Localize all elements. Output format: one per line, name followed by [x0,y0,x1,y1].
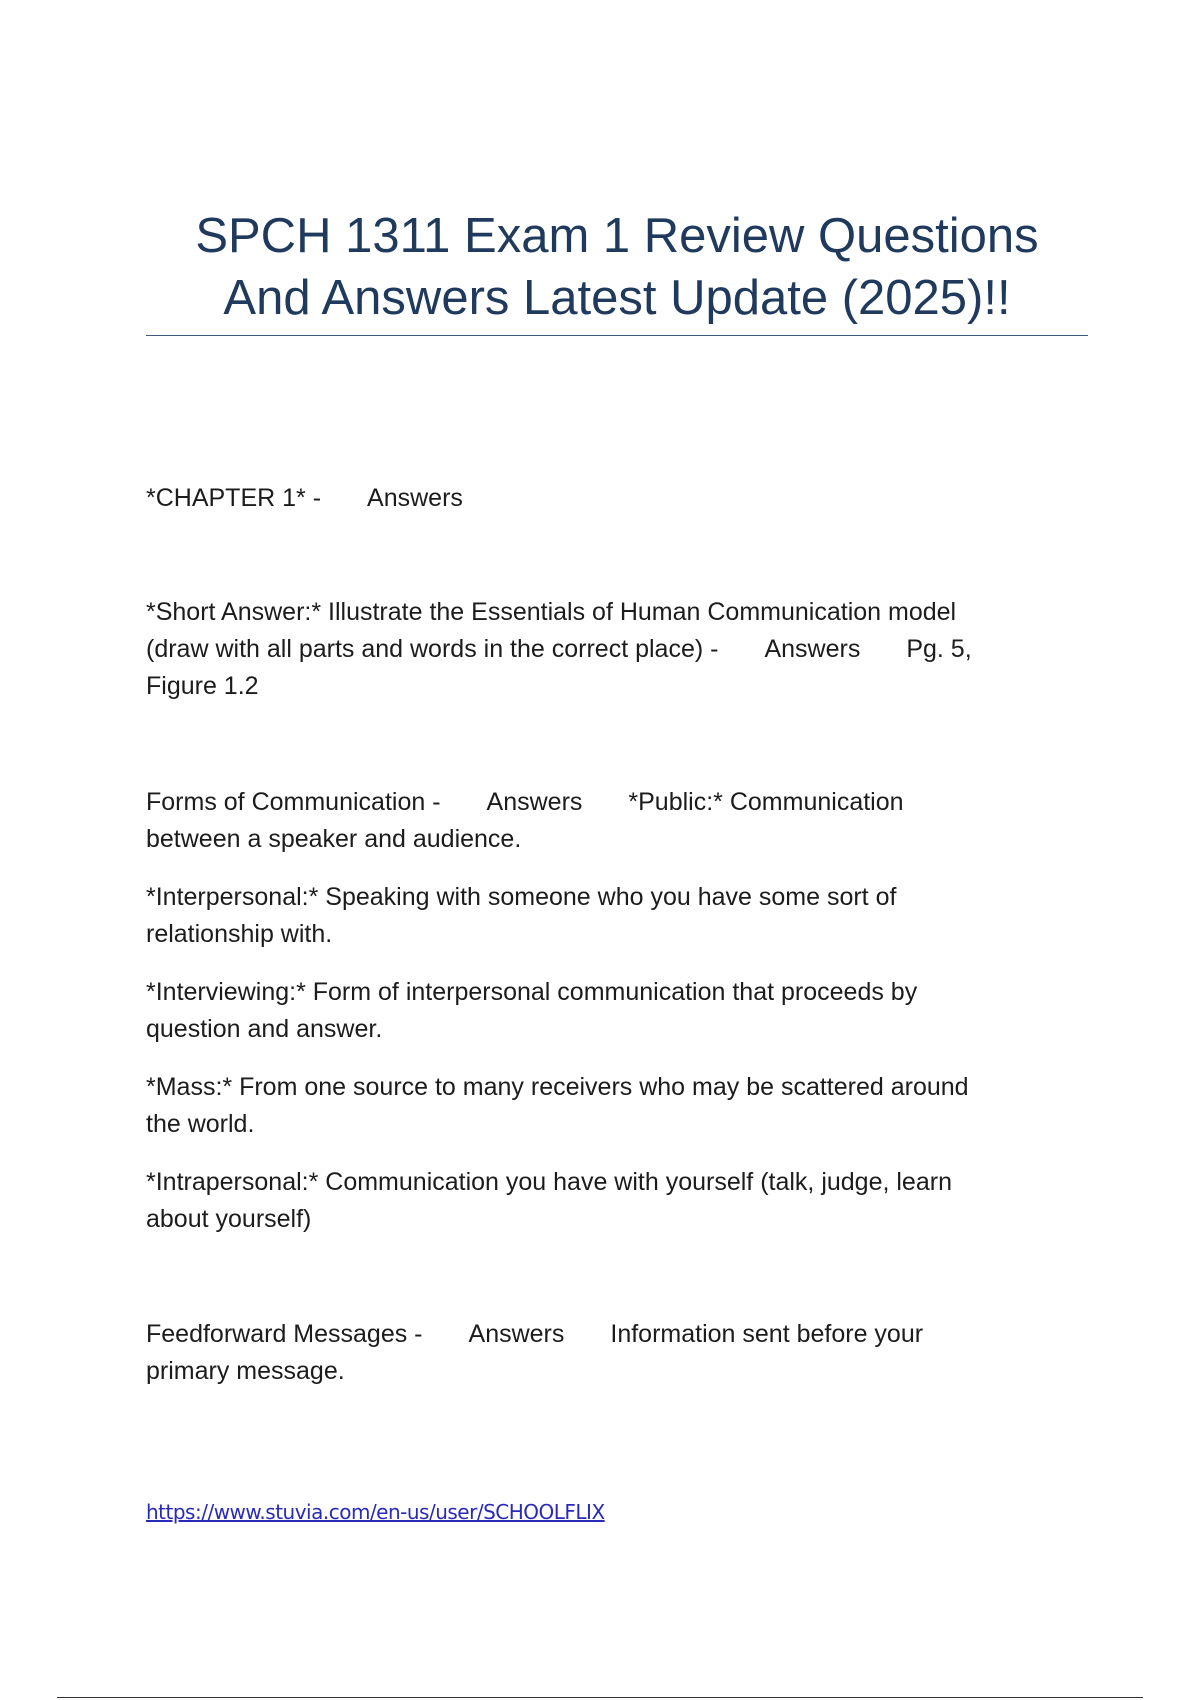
page-title [146,205,1088,329]
forms-public-definition: *Public:* Communication [628,788,904,816]
feedforward-messages [146,1316,1086,1390]
title-line-1: SPCH 1311 Exam 1 Review Questions [195,209,1039,263]
interpersonal-line-2: relationship with. [146,920,333,948]
short-answer-question-tail: (draw with all parts and words in the correct place) - [146,635,719,663]
chapter-label: *CHAPTER 1* - [146,484,322,512]
intrapersonal-line-2: about yourself) [146,1205,312,1233]
intrapersonal-line-1: *Intrapersonal:* Communication you have with yourself (talk, judge, learn [146,1168,952,1196]
forms-answers-label: Answers [486,788,583,816]
title-underline [146,335,1088,336]
chapter-heading [146,480,1086,517]
interviewing-definition [146,974,1086,1048]
interviewing-line-1: *Interviewing:* Form of interpersonal communication that proceeds by [146,978,918,1006]
interpersonal-definition [146,879,1086,953]
chapter-answers-label: Answers [367,484,463,512]
feedforward-label: Feedforward Messages - [146,1320,423,1348]
interpersonal-line-1: *Interpersonal:* Speaking with someone who you have some sort of [146,883,897,911]
footer-divider [57,1697,1143,1698]
intrapersonal-definition [146,1164,1086,1238]
short-answer-line-3: Figure 1.2 [146,672,259,700]
feedforward-answer: Information sent before your [610,1320,924,1348]
short-answer-question [146,594,1086,705]
forms-public-line-2: between a speaker and audience. [146,825,522,853]
short-answer-answers-label: Answers [764,635,861,663]
mass-line-1: *Mass:* From one source to many receivers who may be scattered around [146,1073,969,1101]
forms-of-communication [146,784,1086,858]
forms-public-line-1 [146,784,1086,821]
mass-line-2: the world. [146,1110,255,1138]
feedforward-line-1 [146,1316,1086,1353]
stuvia-profile-link[interactable]: https://www.stuvia.com/en-us/user/SCHOOLFLIX [146,1500,605,1524]
title-line-2: And Answers Latest Update (2025)!! [223,271,1011,325]
feedforward-answers-label: Answers [468,1320,565,1348]
mass-definition [146,1069,1086,1143]
interviewing-line-2: question and answer. [146,1015,383,1043]
short-answer-line-1: *Short Answer:* Illustrate the Essentials of Human Communication model [146,598,957,626]
short-answer-answer: Pg. 5, [906,635,972,663]
forms-label: Forms of Communication - [146,788,441,816]
short-answer-line-2 [146,631,1086,668]
feedforward-line-2: primary message. [146,1357,345,1385]
